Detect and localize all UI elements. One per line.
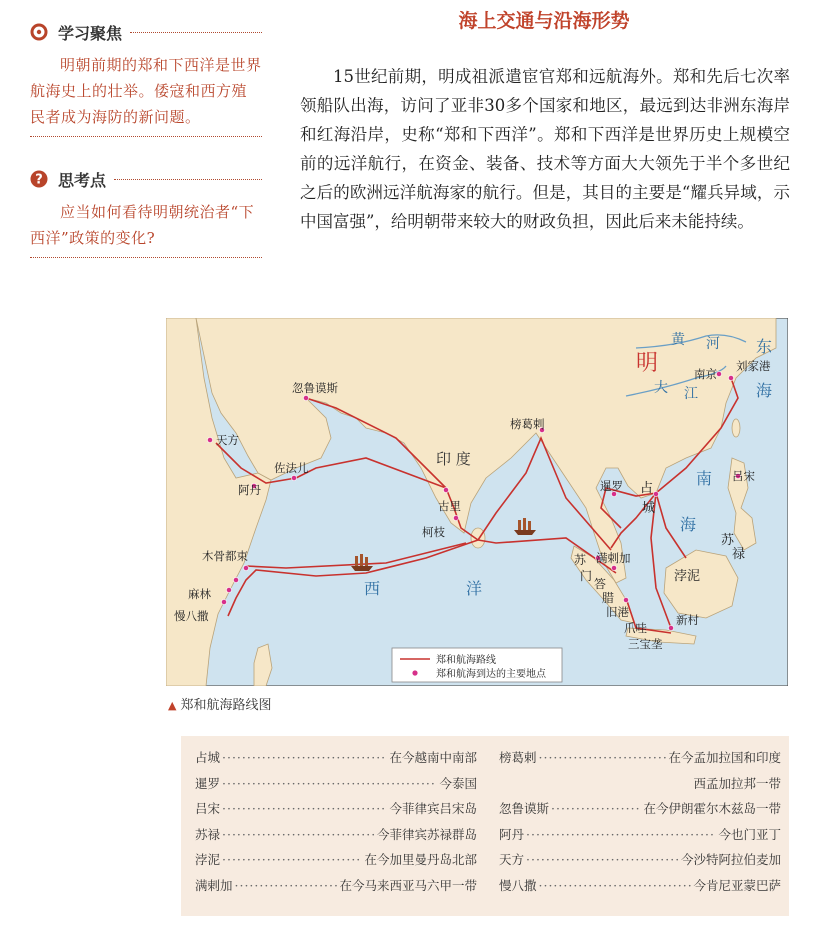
triangle-icon: ▲ xyxy=(168,699,177,712)
label-malin: 麻林 xyxy=(188,587,211,601)
glossary-desc: 今也门亚丁 xyxy=(718,826,781,842)
route-map xyxy=(166,318,788,686)
label-xincun: 新村 xyxy=(676,613,699,627)
label-hai-south: 海 xyxy=(680,515,697,534)
focus-rule xyxy=(130,32,262,33)
question-icon xyxy=(30,170,48,188)
label-jiang: 江 xyxy=(684,386,698,402)
glossary-term: 吕宋 xyxy=(195,801,221,816)
glossary-term: 浡泥 xyxy=(195,852,221,867)
glossary-desc: 今泰国 xyxy=(439,775,477,791)
point-malin1 xyxy=(233,577,238,582)
label-zhuawa: 爪哇 xyxy=(624,621,647,635)
label-xianluo: 暹罗 xyxy=(600,479,623,493)
label-lvsong: 吕宋 xyxy=(732,469,755,483)
point-mugudushu xyxy=(243,565,248,570)
label-xi: 西 xyxy=(364,579,381,598)
glossary-desc: 今肯尼亚蒙巴萨 xyxy=(693,877,781,893)
glossary-desc: 在今伊朗霍尔木兹岛一带 xyxy=(643,801,781,816)
label-manlajia: 满剌加 xyxy=(596,551,631,565)
glossary-term: 榜葛剌 xyxy=(499,750,537,765)
label-he: 河 xyxy=(706,336,720,352)
label-jiugang: 旧港 xyxy=(606,605,629,619)
label-zhan: 占 xyxy=(640,481,654,496)
glossary-term: 慢八撒 xyxy=(499,877,537,893)
label-nanjing: 南京 xyxy=(694,367,717,381)
point-malin2 xyxy=(226,587,231,592)
point-manbasa xyxy=(221,599,226,604)
glossary-term: 忽鲁谟斯 xyxy=(499,801,550,816)
map-caption-text: 郑和航海路线图 xyxy=(180,698,272,713)
think-heading xyxy=(30,167,262,191)
label-da2: 答 xyxy=(594,577,607,591)
label-manbasa: 慢八撒 xyxy=(174,609,209,623)
leader-dots xyxy=(526,827,716,842)
glossary-row xyxy=(195,748,477,774)
leader-dots xyxy=(222,750,387,765)
glossary-row xyxy=(499,850,781,876)
map-legend xyxy=(392,648,562,682)
point-tianfang xyxy=(207,437,212,442)
glossary-desc: 今菲律宾苏禄群岛 xyxy=(376,826,477,842)
point-zuofaer xyxy=(291,475,296,480)
label-zuofaer: 佐法儿 xyxy=(274,461,309,475)
glossary-term: 暹罗 xyxy=(195,775,221,791)
glossary-term: 天方 xyxy=(499,852,525,867)
label-men: 门 xyxy=(580,569,593,583)
label-boni: 浡泥 xyxy=(674,569,701,584)
glossary-box xyxy=(181,736,789,916)
think-text: 应当如何看待明朝统治者“下西洋”政策的变化? xyxy=(30,199,262,258)
glossary-row xyxy=(195,825,477,851)
label-tianfang: 天方 xyxy=(216,433,239,447)
legend-route: 郑和航海路线 xyxy=(436,655,496,666)
label-su2: 苏 xyxy=(574,553,587,567)
section-title: 海上交通与沿海形势 xyxy=(458,10,630,32)
point-guli xyxy=(443,487,448,492)
point-hulumosi xyxy=(303,395,308,400)
focus-title: 学习聚焦 xyxy=(58,23,123,43)
glossary-term: 苏禄 xyxy=(195,826,221,842)
label-cheng: 城 xyxy=(642,501,656,516)
glossary-desc: 西孟加拉邦一带 xyxy=(693,775,781,791)
leader-dots xyxy=(222,852,362,867)
focus-heading xyxy=(30,20,262,44)
glossary-right-column xyxy=(499,748,781,901)
label-kezhi: 柯枝 xyxy=(422,525,445,539)
point-nanjing xyxy=(716,371,721,376)
leader-dots xyxy=(222,776,437,791)
land-srilanka xyxy=(471,528,485,548)
glossary-term: 阿丹 xyxy=(499,826,525,842)
glossary-row xyxy=(499,876,781,902)
label-india: 印 度 xyxy=(436,450,471,468)
leader-dots xyxy=(526,852,679,867)
land-taiwan xyxy=(732,419,740,437)
glossary-desc: 今沙特阿拉伯麦加 xyxy=(680,852,781,867)
point-zhancheng xyxy=(653,491,658,496)
label-su: 苏 xyxy=(721,533,735,548)
label-la: 腊 xyxy=(602,591,615,605)
glossary-row-continued xyxy=(499,774,781,800)
glossary-row xyxy=(499,825,781,851)
sidebar xyxy=(30,20,262,258)
leader-dots xyxy=(235,878,338,893)
glossary-row xyxy=(499,799,781,825)
label-yang: 洋 xyxy=(466,579,483,598)
leader-dots xyxy=(222,801,387,816)
glossary-desc: 在今孟加拉国和印度 xyxy=(668,750,781,765)
leader-dots xyxy=(222,827,375,842)
glossary-desc: 在今加里曼丹岛北部 xyxy=(364,852,477,867)
label-lu: 禄 xyxy=(732,547,746,562)
glossary-row xyxy=(195,876,477,902)
article-paragraph: 15世纪前期，明成祖派遣宦官郑和远航海外。郑和先后七次率领船队出海，访问了亚非30多个国家和地区，最远到达非洲东海岸和红海沿岸，史称“郑和下西洋”。郑和下西洋是世界历史上规模空前的远洋航行，在资金、装备、技术等方面大大领先于半个多世纪之后的欧洲远洋航海家的航行。但是，其目的主要是“耀兵异域，示中国富强”，给明朝带来较大的财政负担，因此后来未能持续。 xyxy=(300,67,790,231)
leader-dots xyxy=(539,878,692,893)
focus-text: 明朝前期的郑和下西洋是世界航海史上的壮举。倭寇和西方殖民者成为海防的新问题。 xyxy=(30,52,262,137)
svg-text:?: ? xyxy=(35,172,43,188)
label-ming: 明 xyxy=(636,351,659,376)
point-kezhi xyxy=(453,515,458,520)
glossary-row xyxy=(195,799,477,825)
glossary-term: 占城 xyxy=(195,750,221,765)
leader-dots xyxy=(551,801,641,816)
glossary-desc: 在今马来西亚马六甲一带 xyxy=(339,877,477,893)
glossary-row xyxy=(195,850,477,876)
label-mugudushu: 木骨都束 xyxy=(202,549,248,563)
label-da: 大 xyxy=(654,380,668,396)
glossary-desc: 在今越南中南部 xyxy=(389,750,477,765)
think-rule xyxy=(114,179,262,180)
point-jiugang xyxy=(623,597,628,602)
think-title: 思考点 xyxy=(58,170,107,190)
label-dong: 东 xyxy=(756,337,773,356)
label-huang: 黄 xyxy=(671,332,685,348)
map-caption xyxy=(168,694,271,713)
label-sanbaolong: 三宝垄 xyxy=(628,637,663,651)
glossary-desc: 今菲律宾吕宋岛 xyxy=(389,801,477,816)
glossary-left-column xyxy=(195,748,477,901)
route-map-svg xyxy=(166,318,788,686)
label-hulumosi: 忽鲁谟斯 xyxy=(292,381,338,395)
label-adan: 阿丹 xyxy=(238,483,261,497)
label-banggela: 榜葛剌 xyxy=(510,417,545,431)
point-liujiagang xyxy=(728,375,733,380)
leader-dots xyxy=(539,750,667,765)
label-guli: 古里 xyxy=(438,499,461,513)
focus-target-icon xyxy=(30,23,48,41)
point-xincun xyxy=(668,625,673,630)
glossary-row xyxy=(195,774,477,800)
point-manlajia xyxy=(611,565,616,570)
legend-places: 郑和航海到达的主要地点 xyxy=(436,669,546,680)
label-liujiagang: 刘家港 xyxy=(736,359,771,373)
label-hai-east: 海 xyxy=(756,381,773,400)
label-nan: 南 xyxy=(696,469,713,488)
glossary-row xyxy=(499,748,781,774)
glossary-term: 满剌加 xyxy=(195,877,233,893)
